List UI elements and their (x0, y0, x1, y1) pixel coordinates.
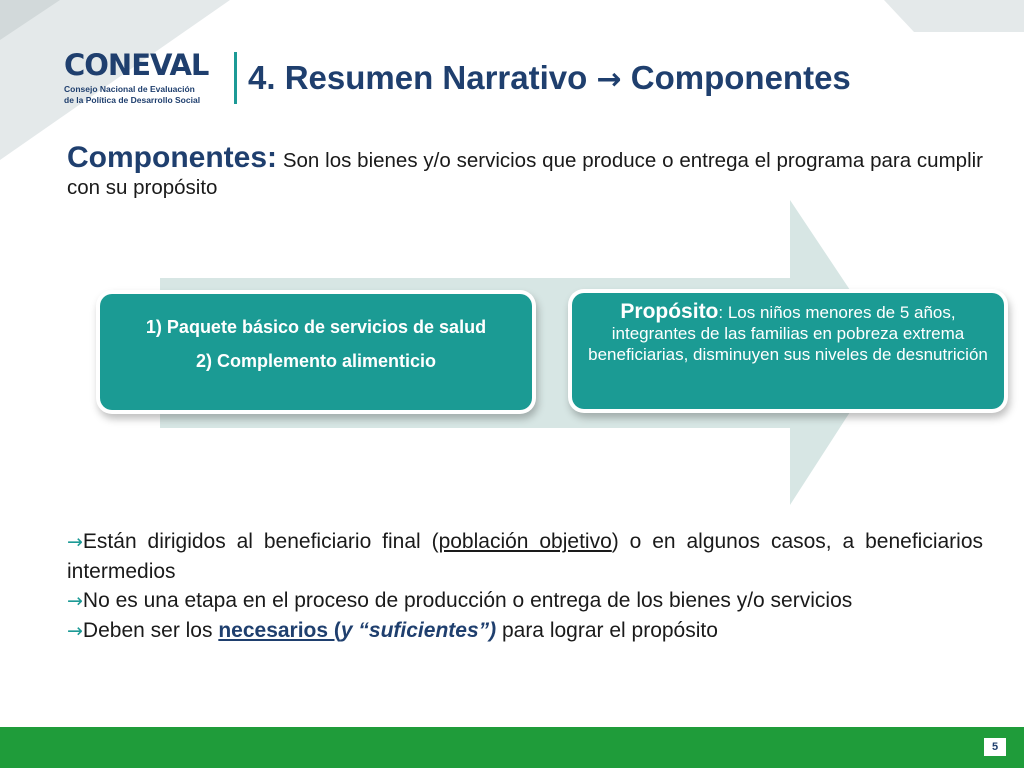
arrow-bullet-icon: → (67, 620, 83, 642)
title-prefix: 4. Resumen Narrativo (248, 59, 597, 96)
bullet1-underlined: población objetivo (438, 530, 612, 553)
bullet1-pre: Están dirigidos al beneficiario final ( (82, 530, 439, 553)
corner-decoration-right (884, 0, 1024, 34)
page-title (248, 58, 851, 100)
purpose-box (572, 293, 1004, 409)
components-box (100, 294, 532, 410)
purpose-text: : Los niños menores de 5 años, integrantes de las familias en pobreza extrema beneficiarias, disminuyen sus niveles de desnutrición (588, 303, 988, 364)
bullet3-italic: y “suficientes”) (340, 619, 497, 642)
bullet3-post: para lograr el propósito (496, 619, 718, 642)
intro-lead: Componentes: (67, 141, 277, 174)
arrow-bullet-icon: → (67, 531, 83, 553)
coneval-logo (62, 48, 222, 118)
right-arrow-icon: → (596, 62, 622, 97)
footer-bar (0, 727, 1024, 768)
title-divider (234, 52, 237, 104)
arrow-bullet-icon: → (67, 590, 83, 612)
bullet3-pre: Deben ser los (82, 619, 219, 642)
title-suffix: Componentes (621, 59, 851, 96)
page-number: 5 (984, 738, 1006, 756)
list-item (67, 616, 983, 646)
bullet1-post: ) o en algunos casos, a beneficiarios intermedios (67, 530, 984, 583)
bullet-list (67, 527, 983, 646)
logo-subtitle-line2: de la Política de Desarrollo Social (64, 95, 201, 105)
list-item (67, 586, 983, 616)
bullet2-text: No es una etapa en el proceso de producción o entrega de los bienes y/o servicios (82, 589, 853, 612)
list-item (67, 527, 983, 586)
components-line1: 1) Paquete básico de servicios de salud (145, 317, 487, 337)
intro-text: Son los bienes y/o servicios que produce o entrega el programa para cumplir con su propósito (67, 149, 983, 199)
bullet3-emphasis: necesarios ( (218, 619, 341, 642)
logo-subtitle-line1: Consejo Nacional de Evaluación (64, 84, 195, 94)
purpose-lead: Propósito (620, 300, 719, 323)
components-line2: 2) Complemento alimenticio (195, 351, 437, 371)
intro-paragraph (67, 141, 983, 201)
logo-wordmark: CONEVAL (64, 48, 209, 82)
